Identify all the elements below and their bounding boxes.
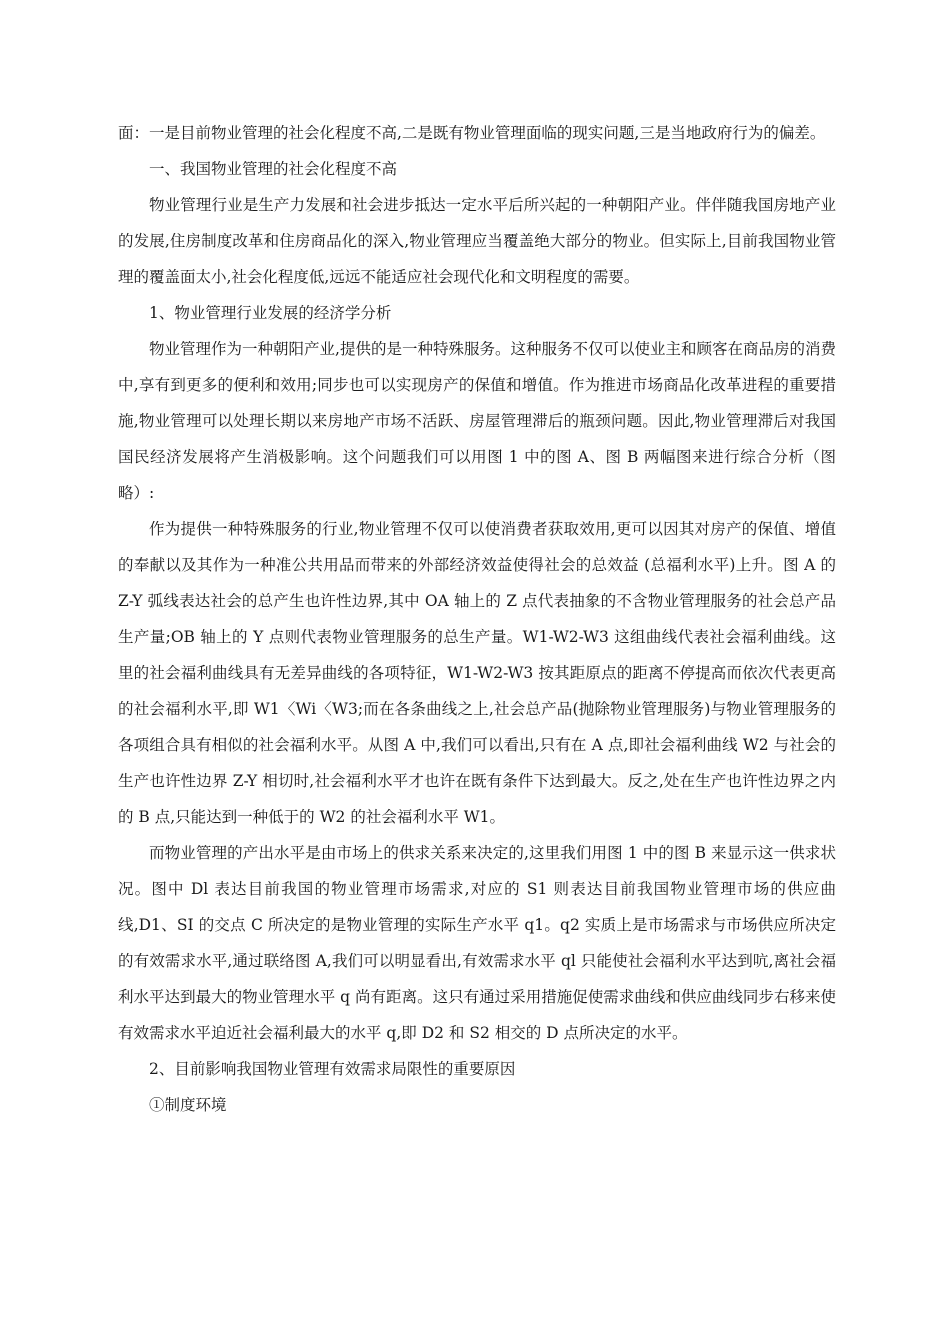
paragraph-industry-overview: 物业管理行业是生产力发展和社会进步抵达一定水平后所兴起的一种朝阳产业。伴伴随我国房地产业的发展,住房制度改革和住房商品化的深入,物业管理应当覆盖绝大部分的物业。但实际上,目前我国物业管理的覆盖面太小,社会化程度低,远远不能适应社会现代化和文明程度的需要。: [118, 196, 836, 286]
list-item-institutional-environment: ①制度环境: [149, 1096, 227, 1114]
paragraph-intro-continuation: 面：一是目前物业管理的社会化程度不高,二是既有物业管理面临的现实问题,三是当地政府行为的偏差。: [118, 124, 826, 142]
subsection-heading-economic-analysis: 1、物业管理行业发展的经济学分析: [149, 304, 392, 322]
paragraph-special-service: 物业管理作为一种朝阳产业,提供的是一种特殊服务。这种服务不仅可以使业主和顾客在商品房的消费中,享有到更多的便利和效用;同步也可以实现房产的保值和增值。作为推进市场商品化改革进程的重要措施,物业管理可以处理长期以来房地产市场不活跃、房屋管理滞后的瓶颈问题。因此,物业管理滞后对我国国民经济发展将产生消极影响。这个问题我们可以用图 1 中的图 A、图 B 两幅图来进行综合分析（图略）:: [118, 340, 836, 502]
paragraph-figure-b-analysis: 而物业管理的产出水平是由市场上的供求关系来决定的,这里我们用图 1 中的图 B 来显示这一供求状况。图中 Dl 表达目前我国的物业管理市场需求,对应的 S1 则表达目前我国物业管理市场的供应曲线,D1、SI 的交点 C 所决定的是物业管理的实际生产水平 q1。q2 实质上是市场需求与市场供应所决定的有效需求水平,通过联络图 A,我们可以明显看出,有效需求水平 ql 只能使社会福利水平达到吭,离社会福利水平达到最大的物业管理水平 q 尚有距离。这只有通过采用措施促使需求曲线和供应曲线同步右移来使有效需求水平迫近社会福利最大的水平 q,即 D2 和 S2 相交的 D 点所决定的水平。: [118, 844, 836, 1042]
paragraph-figure-a-analysis: 作为提供一种特殊服务的行业,物业管理不仅可以使消费者获取效用,更可以因其对房产的保值、增值的奉献以及其作为一种准公共用品而带来的外部经济效益使得社会的总效益 (总福利水平)上升。图 A 的 Z-Y 弧线表达社会的总产生也许性边界,其中 OA 轴上的 Z 点代表抽象的不含物业管理服务的社会总产品生产量;OB 轴上的 Y 点则代表物业管理服务的总生产量。W1-W2-W3 这组曲线代表社会福利曲线。这里的社会福利曲线具有无差异曲线的各项特征，W1-W2-W3 按其距原点的距离不停提高而依次代表更高的社会福利水平,即 W1〈Wi〈W3;而在各条曲线之上,社会总产品(抛除物业管理服务)与物业管理服务的各项组合具有相似的社会福利水平。从图 A 中,我们可以看出,只有在 A 点,即社会福利曲线 W2 与社会的生产也许性边界 Z-Y 相切时,社会福利水平才也许在既有条件下达到最大。反之,处在生产也许性边界之内的 B 点,只能达到一种低于的 W2 的社会福利水平 W1。: [118, 520, 836, 826]
subsection-heading-demand-limits: 2、目前影响我国物业管理有效需求局限性的重要原因: [149, 1060, 516, 1078]
document-page: [118, 115, 836, 1123]
section-heading-socialization: 一、我国物业管理的社会化程度不高: [149, 160, 398, 178]
